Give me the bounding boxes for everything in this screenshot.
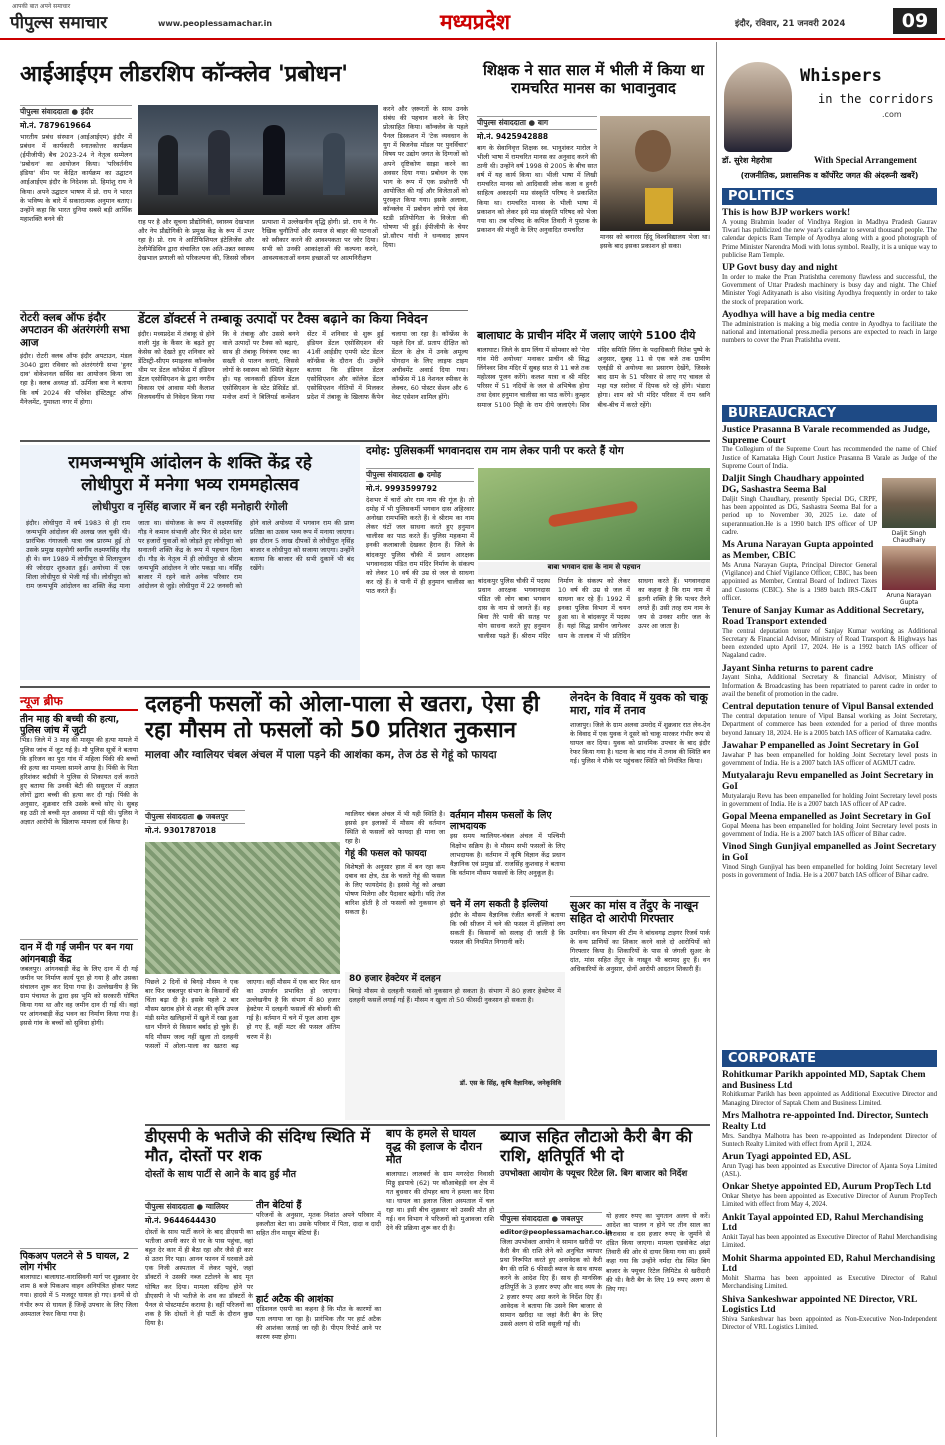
frost-side-body: इस समय ग्वालियर-चंबल अंचल में पश्चिमी विक्षोभ सक्रिय है। वे मौसम सभी फसलों के लिए लाभदायक है। वर्तमान में कृषि विज्ञान केंद्र प्रधान वैज्ञानिक एवं प्रमुख डॉ. राजसिंह कुशवाह ने बताया कि वर्तमान मौसम फसलों के लिए अनुकूल है। <box>450 832 565 877</box>
father-body: बालाघाट। लालबर्रा के ग्राम मगरदेरा निवासी मिठ्ठू इडपाचे (62) पर कौआबेहड़ी वन क्षेत्र में गत बुधवार की दोपहर बाघ ने हमला कर दिया था। घायल का इलाज जिला अस्पताल में चल रहा था। इसी बीच शुक्रवार को उसकी मौत हो गई। वन विभाग ने परिजनों को मुआवजा राशि देने की प्रक्रिया शुरू कर दी है। <box>386 1169 494 1233</box>
meat-article <box>570 900 710 1120</box>
frost-body-3: विशेषज्ञों के अनुसार हाल में बन रहा कम दबाव का क्षेत्र, ठंड के चलते गेहूं की फसल के लिए फायदेमंद है। इससे गेहूं को अच्छा पोषण मिलेगा और पैदावार बढ़ेगी। यदि तेज बारिश होती है तो फसलों को नुकसान हो सकता है। <box>345 862 445 917</box>
iim-body-left: भारतीय प्रबंध संस्थान (आईआईएम) इंदौर में प्रबंधन में कार्यकारी स्नातकोत्तर कार्यक्रम (ईपीजीपी) बैच 2023-24 ने नेतृत्व सम्मेलन 'प्रबोधन' का आयोजन किया। 'परिवर्तनीय इंडिया' थीम पर केंद्रित कार्यक्रम का उद्घाटन आईआईएम इंदौर के निदेशक प्रो. हिमांशु राय ने किया। अपने उद्घाटन भाषण में प्रो. राय ने भारत के भविष्य के बारे में सकारात्मक अनुमान बताए। उन्होंने कहा कि भारत दुनिया सबसे बड़ी आर्थिक महाशक्ति बनने की <box>20 133 132 223</box>
bank-body-2: यो हजार रुपए का भुगतान अलग से करें। आदेश का पालन न होने पर तीन साल का कारावास व दस हजार रुपए के जुर्माने से दंडित किया जाएगा। मामला एडवोकेट अंद्रा तिवारी की ओर से दायर किया गया था। इसमें कहा गया कि उन्होंने नर्मदा रोड स्थित बिग बाजार के फ्यूचर रिटेल लिमिटेड से खरीदारी की थी। कैरी बैग के लिए 19 रुपए अलग से लिए गए। <box>606 1212 710 1293</box>
page-number: 09 <box>893 8 937 34</box>
bureaucracy-section <box>722 405 937 1045</box>
whispers-tagline: (राजनीतिक, प्रशासनिक व कॉर्पोरेट जगत की अंदरूनी खबरें) <box>740 171 919 180</box>
lending-headline: लेनदेन के विवाद में युवक को चाकू मारा, गांव में तनाव <box>570 691 708 717</box>
dsp-side-headline-2: हार्ट अटैक की आशंका <box>256 1294 334 1306</box>
iim-mobile: मो.नं. 7879619664 <box>20 121 92 130</box>
bureaucracy-item-9-body: Gopal Meena has been empanelled for holding Joint Secretary level posts in government of India. He is a 2007 batch IAS officer of Bihar cadre. <box>722 822 937 839</box>
lodhipura-body: इंदौर। लोधीपुरा में वर्ष 1983 से ही राम जन्मभूमि आंदोलन की अलख जल चुकी थी। प्रारंभिक गंगाजली यात्रा जब प्रारम्भ हुई तो उसके प्रमुख सहयोगी स्वर्गीय लक्ष्मणसिंह गौड़ ही थे। सन 1989 में लोधीपुरा से शिलापूजन की जोरदार शुरुआत हुई। अयोध्या में एक शिला लोधीपुरा से भेजी गई थी। लोधीपुरा को राम जन्मभूमि आंदोलन का शक्ति केंद्र माना जाता था। संयोजक के रूप में लक्ष्मणसिंह गौड़ ने कमान संभाली और फिर से प्रदेश स्तर पर हजारों युवाओं को जोड़ते हुए लोधीपुरा को सनातनी शक्ति केंद्र के रूप में पहचान दिला दी। गौड़ के नेतृत्व में ही लोधीपुरा से श्रीराम जन्मभूमि आंदोलन ने जोर पकड़ा था। नर्सिंह बाजार में रहने वाले अनेक परिवार राम आंदोलन से जुड़े। लोधीपुरा में 22 जनवरी को होने वाले अयोध्या में भगवान राम की प्राण प्रतिष्ठा का उत्सव भव्य रूप में मनाया जाएगा। इस दौरान 5 लाख दीपकों से लोधीपुरा नृसिंह बाजार व लोधीपुरा को सजाया जाएगा। उन्होंने बताया कि बाजार की सभी दुकानें भी बंद रखेंगे। <box>26 518 354 591</box>
politics-item-2-body: In order to make the Pran Pratishtha ceremony flawless and successful, the Government of Uttar Pradesh machinery is busy day and night. The Chief Minister Yogi Adityanath is also visiting Ayodhya frequently in order to take the stock of preparation work. <box>722 273 937 306</box>
damoh-body-bottom: बांदकपुर पुलिस चौकी में पदस्थ प्रधान आरक्षक भगवानदास पंडित जी लोग बाबा भगवान दास के नाम से जानते हैं। वह बिना तैरे पानी की सतह पर योग साधना करते हुए हनुमान चालीसा पढ़ते हैं। श्रीराम मंदिर निर्माण के संकल्प को लेकर 10 वर्ष की उम्र से जल में साधना कर रहे हैं। 1992 में इनका पुलिस विभाग में चयन हुआ था। वे बांदकपुर में पदस्थ हैं। यहां सिद्ध प्राचीन जागेश्वर धाम के तालाब में भी प्रतिदिन साधना करते हैं। भगवानदास का कहना है कि राम नाम में इतनी शक्ति है कि पत्थर तैरने लगते हैं। उसी तरह राम नाम के जप से उनका शरीर जल के ऊपर आ जाता है। <box>478 577 710 640</box>
bureaucracy-item-3-headline: Ms Aruna Narayan Gupta appointed as Member, CBIC <box>722 539 874 561</box>
dental-body: इंदौर। मध्यप्रदेश में तंबाकू से होने वाली मुंह के कैंसर के बढ़ते हुए केसेस को देखते हुए शनिवार को डेंटिस्ट्री-सीएम स्माइलस कॉन्क्लेव थीम पर डेंटल कॉन्फ्रेंस में इंडियन डेंटल एसोसिएशन के द्वारा नगरीय विकास एवं आवास मंत्री कैलाश विजयवर्गीय से निवेदन किया गया कि वे तंबाकू और उससे बनने वाले उत्पादों पर टैक्स को बढ़ाएं, साथ ही तंबाकू नियंत्रण एक्ट का सख्ती से पालन कराएं, जिससे लोगों के स्वास्थ्य को स्थिति बेहतर हो। यह जानकारी इंडियन डेंटल एसोसिएशन के स्टेट प्रेसिडेंट डॉ. मनोज शर्मा ने बिलियर्ड कन्वेंशन सेंटर में शनिवार से शुरू हुई इंडियन डेंटल एसोसिएशन की 41वीं आईडीए एमपी स्टेट डेंटल कॉन्फ्रेंस के दौरान दी। उन्होंने बताया कि इंडियन डेंटल एसोसिएशन और कॉलेज डेंटल एसोसिएशन नीतियों में मिलकर प्रदेश में तंबाकू के खिलाफ कैंपेन चलाया जा रहा है। कॉन्फ्रेंस के पहले दिन डॉ. प्रताप दीक्षित को डेंटल के क्षेत्र में उनके अमूल्य योगदान के लिए लाइफ टाइम अचीवमेंट अवार्ड दिया गया। कॉन्फ्रेंस में 18 नेशनल स्पीकर के लेक्चर, 60 पोस्टर सेशन और 6 वेस्ट एसेशन शामिल होंगे। <box>138 329 468 402</box>
bureaucracy-item-6-headline: Central deputation tenure of Vipul Bansal extended <box>722 701 934 713</box>
damoh-left <box>366 468 474 595</box>
lodhipura-subhead: लोधीपुरा व नृसिंह बाजार में बन रही मनोहारी रंगोली <box>92 501 288 514</box>
ram-photo-book <box>645 188 673 224</box>
father-article <box>386 1128 494 1436</box>
iim-photo-person-3 <box>263 125 285 195</box>
iim-headline: आईआईएम लीडरशिप कॉन्क्लेव 'प्रबोधन' <box>20 62 349 87</box>
corporate-item-6-body: Mohit Sharma has been appointed as Executive Director of Rahul Merchandising Limited. <box>722 1275 937 1291</box>
bank-headline-box <box>500 1128 710 1208</box>
dsp-side-body: परिजनों के अनुसार, मृतक निशांत अपने परिवार में इकलौता बेटा था। उसके परिवार में पिता, दादा व दादी सहित तीन मासूम बेटियां हैं। <box>256 1211 381 1238</box>
frost-side-body-2: इंदौर के मौसम वैज्ञानिक रंजीत बनर्जी ने बताया कि रबी सीजन में चने की फसल में इल्लियां लग सकती हैं। किसानों को सलाह दी जाती है कि फसल की नियमित निगरानी करें। <box>450 910 565 946</box>
bureaucracy-item-10-headline: Vinod Singh Gunjiyal empanelled as Joint Secretary in GoI <box>722 841 937 864</box>
corporate-item-7-body: Shiva Sankeshwar has been appointed as Non-Executive Non-Independent Director of VRL Logistics Limited. <box>722 1316 937 1332</box>
daljit-photo <box>882 478 936 528</box>
divider <box>20 686 710 688</box>
bureaucracy-item-1-headline: Justice Prasanna B Varale recommended as Judge, Supreme Court <box>722 424 930 446</box>
meat-headline: सुअर का मांस व तेंदुए के नाखून सहित दो आरोपी गिरफ्तार <box>570 899 699 925</box>
bank-left <box>500 1212 612 1436</box>
corporate-item-6-headline: Mohit Sharma appointed ED, Rahul Merchandising Ltd <box>722 1252 936 1275</box>
section-title: मध्यप्रदेश <box>439 10 510 34</box>
ram-caption: मानस को बनारस हिंदू विश्वविद्यालय भेजा था। इसके बाद इसका प्रकाशन हो सका। <box>600 233 710 251</box>
dsp-subhead: दोस्तों के साथ पार्टी से आने के बाद हुई मौत <box>145 1168 297 1180</box>
damoh-caption: बाबा भगवान दास के नाम से पहचान <box>478 562 710 575</box>
ram-mobile: मो.नं. 9425942888 <box>477 132 549 141</box>
balaghat-body: बालाघाट। जिले के ग्राम लिंगा में सोमवार को 'मेरा गांव मेरी अयोध्या' मनाकर प्राचीन श्री सिद्ध लिंगेश्वर शिव मंदिर में सुबह सात से 11 बजे तक महोत्सव पूजन करेंगे। कलश यात्रा व श्री मंदिर परिसर में 51 नदियों के जल से अभिषेक होगा तथा देवार हनुमान चालीसा का पाठ करेंगे। कुम्हार समाज 5100 मिट्टी के राम दीये जलाएंगे। शिव मंदिर समिति लिंगा के पदाधिकारी नितेश पुष्पे के अनुसार, सुबह 11 से एक बजे तक ग्रामीण एलईडी से अयोध्या का प्रसारण देखेंगे, जिसके बाद ग्राम के 51 परिवार से लाए गए चावल से महा यज्ञ सरोवर में दिपक धरे रहे होंगे। भंडारा होगा। शाम को भी मंदिर परिसर में राम ध्वनि बीच-बीच में करते रहेंगे। <box>477 345 710 409</box>
frost-mobile: मो.नं. 9301787018 <box>145 826 217 835</box>
bureaucracy-item-1-body: The Collegium of the Supreme Court has recommended the name of Chief Justice of Karnataka High Court Justice Prasanna B Varale as Judge of the Supreme Court of India. <box>722 446 937 471</box>
masthead <box>0 0 945 40</box>
politics-item-3-headline: Ayodhya will have a big media centre <box>722 309 875 320</box>
aruna-caption: Aruna Narayan Gupta <box>886 592 932 607</box>
frost-subhead-2: गेहूं की फसल को फायदा <box>345 849 427 860</box>
aruna-photo <box>882 546 936 590</box>
iim-body-mid: राह पर है और सूचना प्रौद्योगिकी, स्वास्थ्य देखभाल और नेप प्रौद्योगिकी के प्रमुख केंद्र के रूप में उभर रहा है। प्रो. राय ने आर्टिफिशियल इंटेलिजेंस और टेलीमेडिसिन द्वारा संचालित एक अति-उन्नत स्वास्थ्य देखभाल प्रणाली को परिकल्पना की, जिससे जीवन प्रत्याशा में उल्लेखनीय वृद्धि होगी। प्रो. राय ने गैर-रैखिक चुनौतियों और समाज से बाहर की घटनाओं को स्वीकार करने की आवश्यकता पर जोर दिया। सभी को उनकी आकांक्षाओं की कल्पना करने, आवश्यकताओं वनाम इच्छाओं पर आत्मनिरीक्षण <box>138 218 378 263</box>
frost-photo-caption: 80 हजार हेक्टेयर में दलहन <box>349 974 441 984</box>
bank-headline: ब्याज सहित लौटाओ कैरी बैग की राशि, क्षतिपूर्ति भी दो <box>500 1127 693 1165</box>
politics-item-1-headline: This is how BJP workers work! <box>722 207 851 218</box>
bureaucracy-item-2-body: Daljit Singh Chaudhary, presently Special DG, CRPF, has been appointed as DG, Sashastra Seema Bal for a period up to November 30, 2025 i.e. date of superannuation.He is a 1990 batch IPS officer of UP cadre. <box>722 495 877 536</box>
corporate-item-2-headline: Mrs Malhotra re-appointed Ind. Director, Suntech Realty Ltd <box>722 1110 929 1132</box>
dsp-headline-box <box>145 1128 381 1196</box>
frost-body-1: पिछले 2 दिनों से बिगड़े मौसम ने एक बार फिर जबलपुर संभाग के किसानों की चिंता बढ़ा दी है। इसके पहले 2 बार मौसम खराब होने से शहर की कृषि उपज मंडी समेत खलिहानों में खुले में रखा हुआ धान भीगने से किसान बर्बाद हो चुके हैं। यदि मौसम जल्द नहीं खुला तो दलहनी फसलों में ओला-पाला का खतरा बढ़ जाएगा। वहीं मौसम में एक बार फिर धान का उपार्जन प्रभावित हो जाएगा। उल्लेखनीय है कि संभाग में 80 हजार हेक्टेयर में दलहनी फसलों की बोवनी की गई है। वर्तमान में चने में फूल आना शुरू हो गए हैं, वहीं मटर की फसल अंतिम चरण में है। <box>145 978 340 1050</box>
bureaucracy-item-8-headline: Mutyalaraju Revu empanelled as Joint Secretary in GoI <box>722 770 934 792</box>
corporate-section <box>722 1050 937 1438</box>
divider <box>145 1124 710 1126</box>
masthead-logo-top: आपकी बात अपने समाचार <box>12 3 71 10</box>
lodhipura-headline-2: लोधीपुरा में मनेगा भव्य राममहोत्सव <box>81 475 299 496</box>
damoh-mobile: मो.नं. 9993599792 <box>366 484 438 493</box>
balaghat-headline: बालाघाट के प्राचीन मंदिर में जलाए जाएंगे 5100 दीये <box>477 329 696 342</box>
bureaucracy-item-5-body: Jayant Sinha, Additional Secretary & financial Advisor, Ministry of Information & Broadcasting has been repatriated to parent cadre in order to avail the benefit of promotion in the cadre. <box>722 674 937 698</box>
brief-2-headline: दान में दी गई जमीन पर बन गया आंगनबाड़ी केंद्र <box>20 939 138 964</box>
bureaucracy-label: BUREAUCRACY <box>722 405 937 422</box>
ram-left <box>477 116 597 328</box>
corporate-label: CORPORATE <box>722 1050 937 1067</box>
bank-body: जिला उपभोक्ता आयोग ने सामान खरीदी पर कैरी बैग की राशि लेने को अनुचित व्यापार प्रथा निरूपित करते हुए अनावेदक को कैरी बैग की राशि 6 फीसदी ब्याज के साथ वापस करने के आदेश दिए हैं। साथ ही मानसिक क्षतिपूर्ति के 3 हजार रुपए और वाद व्यय के 2 हजार रुपए अदा करने के निर्देश दिए हैं। आवेदक ने बताया कि उसने बिग बाजार से सामान खरीदा था जहां कैरी बैग के लिए उससे अलग से राशि वसूली गई थी। <box>500 1238 602 1328</box>
corporate-item-1-headline: Rohitkumar Parikh appointed MD, Saptak Chem and Business Ltd <box>722 1069 926 1091</box>
dsp-side <box>256 1200 381 1436</box>
frost-byline: पीपुल्स संवाददाता ● जबलपुर <box>145 810 245 824</box>
lending-body: शाजापुर। जिले के ग्राम अलवा उमरोद में शुक्रवार रात लेन-देन के विवाद में एक युवक ने दूसरे को चाकू मारकर गंभीर रूप से घायल कर दिया। युवक को प्राथमिक उपचार के बाद इंदौर रेफर किया गया है। घटना के बाद गांव में तनाव की स्थिति बन गई। पुलिस ने मौके पर पहुंचकर स्थिति को नियंत्रित किया। <box>570 720 710 766</box>
dsp-left <box>145 1200 253 1436</box>
iim-byline: पीपुल्स संवाददाता ● इंदौर <box>20 105 132 119</box>
frost-quote: डॉ. एस के सिंह, कृषि वैज्ञानिक, जनेकृविवि <box>459 1078 561 1087</box>
whispers-com: .com <box>882 110 902 119</box>
corporate-item-5-headline: Ankit Tayal appointed ED, Rahul Merchandising Ltd <box>722 1211 924 1234</box>
meat-body: उमरिया। वन विभाग की टीम ने बांधवगढ़ टाइगर रिजर्व पार्क के वन्य प्राणियों का शिकार करने वाले दो आरोपियों को गिरफ्तार किया है। शिकारियों के पास से जंगली सुअर के दांत, मांस सहित तेंदुए के नाखून भी बरामद हुए हैं। वन अधिकारियों के अनुसार, दोनों आरोपी आदतन शिकारी हैं। <box>570 928 710 974</box>
daljit-caption: Daljit Singh Chaudhary <box>891 530 927 545</box>
iim-photo-person-4 <box>323 133 345 195</box>
corporate-item-2-body: Mrs. Sandhya Malhotra has been re-appointed as Independent Director of Suntech Realty Limited with effect from April 1, 2024. <box>722 1132 937 1148</box>
politics-item-3-body: The administration is making a big media centre in Ayodhya to facilitate the national and international press.media persons are expected to reach in large numbers to cover the Pran Pratishtha event. <box>722 320 937 345</box>
ram-headline: शिक्षक ने सात साल में भीली में किया था रामचरित मानस का भावानुवाद <box>482 61 705 97</box>
politics-label: POLITICS <box>722 188 937 205</box>
brief-2-body: जबलपुर। आंगनबाड़ी केंद्र के लिए दान में दी गई जमीन पर निर्माण कार्य पूरा हो गया है और उसका संचालन शुरू कर दिया गया है। उल्लेखनीय है कि ग्राम पंचायत के द्वारा इस भूमि को सरकारी घोषित किया गया था और वह जमीन दान दी गई थी। वहां पर आंगनबाड़ी केंद्र भवन का निर्माण किया गया है। इससे गांव के बच्चों को सुविधा होगी। <box>20 964 138 1028</box>
balaghat-article <box>477 330 710 438</box>
frost-body-1-top <box>244 810 340 840</box>
frost-side-headline: वर्तमान मौसम फसलों के लिए लाभदायक <box>450 810 552 833</box>
author-photo <box>724 62 792 152</box>
dsp-body: दोस्तों के साथ पार्टी करने के बाद डीएसपी का भतीजा अपनी कार से घर के पास पहुंचा, वहां बहुत देर कार में ही बैठा रहा और जैसे ही कार से उतरा गिर पड़ा। आनन फानन में घरवाले उसे एक निजी अस्पताल में लेकर पहुंचे, जहां डॉक्टरों ने उसकी नब्ज टटोलने के बाद मृत घोषित कर दिया। मामला संदिग्ध होने पर डीएसपी ने भी भतीजे के शव का डॉक्टरों के पैनल से पोस्टमार्टम कराया है। वहीं परिजनों का शक है कि दोस्तों ने ही पार्टी के दौरान कुछ दिया है। <box>145 1228 253 1327</box>
frost-photo <box>145 842 340 974</box>
dsp-mobile: मो.नं. 9644644430 <box>145 1216 217 1225</box>
corporate-item-1-body: Rohitkumar Parikh has been appointed as Additional Executive Director and Managing Director of Saptak Chem and Business Limited. <box>722 1091 937 1107</box>
bureaucracy-item-7-headline: Jawahar P empanelled as Joint Secretary in GoI <box>722 739 920 751</box>
father-headline: बाप के हमले से घायल वृद्ध की इलाज के दौरान मौत <box>386 1127 482 1166</box>
frost-body-2-text: ग्वालियर चंबल अंचल में भी यही स्थिति है। इससे इन इलाकों में मौसम की वर्तमान स्थिति से फसलों को फायदा ही माना जा रहा है। <box>345 810 445 846</box>
bank-subhead: उपभोक्ता आयोग के फ्यूचर रिटेल लि. बिग बाजार को निर्देश <box>500 1168 688 1179</box>
brief-3-headline: पिकअप पलटने से 5 घायल, 2 लोग गंभीर <box>20 1248 138 1273</box>
politics-section <box>722 188 937 354</box>
lodhipura-headline-1: रामजन्मभूमि आंदोलन के शक्ति केंद्र रहे <box>68 453 312 473</box>
bureaucracy-item-7-body: Jawahar P has been empanelled for holding Joint Secretary level posts in government of India. He is a 2007 batch IAS officer of AGMUT cadre. <box>722 751 937 767</box>
masthead-url: www.peoplessamachar.in <box>158 19 273 28</box>
corporate-item-4-headline: Onkar Shetye appointed ED, Aurum PropTech Ltd <box>722 1181 932 1193</box>
iim-photo-person-1 <box>158 135 178 195</box>
frost-callout <box>345 972 565 1120</box>
ram-body: बाग के सेवानिवृत्त शिक्षक स्व. भानुशंकर मारोल ने भीली भाषा में रामचरित मानस का अनुवाद करने की ठानी थी। उन्होंने वर्ष 1998 से 2005 के बीच सात वर्ष में यह कार्य किया था। भीली भाषा में लिखी रामचरित मानस को आदिवासी लोक कला व हुनरी साहित्य अकादमी मप्र संस्कृति परिषद ने प्रकाशित किया था। रामचरित मानस के भीली भाषा में प्रकाशन को लेकर इसे मप्र संस्कृति परिषद को भेजा गया था। तब परिषद के कपिल तिवारी ने पुस्तक के प्रकाशन की मंजूरी के लिए अनुवादित रामचरित <box>477 144 597 234</box>
damoh-byline: पीपुल्स संवाददाता ● दमोह <box>366 468 474 482</box>
lending-article <box>570 692 710 892</box>
rotary-article <box>20 312 132 436</box>
corporate-item-3-body: Arun Tyagi has been appointed as Executive Director of Ajanta Soya Limited (ASL). <box>722 1162 937 1179</box>
whispers-header <box>722 60 937 190</box>
frost-body-2 <box>345 810 445 970</box>
divider <box>20 440 710 442</box>
frost-headline: दलहनी फसलों को ओला-पाला से खतरा, ऐसा ही रहा मौसम तो फसलों को 50 प्रतिशत नुकसान <box>145 692 540 743</box>
bureaucracy-item-9-headline: Gopal Meena empanelled as Joint Secretary in GoI <box>722 811 932 823</box>
ram-headline-box <box>477 62 710 112</box>
bureaucracy-item-4-headline: Tenure of Sanjay Kumar as Additional Secretary, Road Transport extended <box>722 605 924 627</box>
ram-photo-face <box>635 130 671 172</box>
politics-item-1-body: A young Brahmin leader of Vindhya Region in Madhya Pradesh Gaurav Tiwari has publicized the new year's calendar to several thousand people. The calendar depicts Ram Temple of Ayodhya along with a good photograph of Prime Minister Narendra Modi with lotus symbol. Really, it is a unique way to publicise Ram Temple. <box>722 218 937 259</box>
news-brief-label: न्यूज ब्रीफ <box>20 692 138 711</box>
iim-photo-person-2 <box>208 130 230 195</box>
bank-email: editor@peoplessamachar.co.in <box>500 1228 612 1236</box>
dsp-side-headline: तीन बेटियां हैं <box>256 1200 302 1211</box>
dental-article <box>138 312 468 436</box>
frost-headline-box <box>145 692 565 804</box>
arrangement: With Special Arrangement <box>814 155 917 165</box>
ram-photo <box>600 116 710 231</box>
frost-subhead: मालवा और ग्वालियर चंबल अंचल में पाला पड़ने की आशंका कम, तेज ठंड से गेहूं को फायदा <box>145 748 497 761</box>
corporate-item-7-headline: Shiva Sankeshwar appointed NE Director, VRL Logistics Ltd <box>722 1293 917 1316</box>
author-name: डॉ. सुरेश मेहरोत्रा <box>722 156 772 165</box>
bureaucracy-item-6-body: The central deputation tenure of Vipul Bansal working as Joint Secretary, Department of commerce has been extended for a period of three months beyond January 18, 2024. He is a 2005 batch IAS officer of Karnataka cadre. <box>722 712 937 737</box>
divider <box>716 42 717 1437</box>
dental-headline: डेंटल डॉक्टर्स ने तम्बाकू उत्पादों पर टैक्स बढ़ाने का किया निवेदन <box>138 311 428 326</box>
news-brief-column <box>20 692 138 1437</box>
lodhipura-article <box>20 445 360 680</box>
damoh-headline: दमोह: पुलिसकर्मी भगवानदास राम नाम लेकर पानी पर करते हैं योग <box>366 445 624 457</box>
bank-byline: पीपुल्स संवाददाता ● जबलपुर <box>500 1212 602 1226</box>
masthead-logo: पीपुल्स समाचार <box>10 13 108 33</box>
issue-date: इंदौर, रविवार, 21 जनवरी 2024 <box>735 19 846 29</box>
frost-side-column <box>450 810 565 970</box>
rotary-body: इंदौर। रोटरी क्लब ऑफ इंदौर अपटाउन, मंडल 3040 द्वारा रविवार को अंतरंगरंगी सभा 'हुनर दाव' वोकेशनल सर्विस का आयोजन किया जा रहा है। क्लब अध्यक्ष डॉ. ऊर्मिला बत्रा ने बताया कि वर्ष 2024 की परिवेश इंस्टिट्यूट ऑफ मैनेजमेंट, गुमास्ता नगर में होगा। <box>20 352 132 406</box>
iim-body-right: करने और ज़रूरतों के साथ उनके संबंध की पहचान करने के लिए प्रोत्साहित किया। कॉन्क्लेव के पहले पैनल डिस्कशन में 'टेक व्यवधान के युग में बिजनेस मॉडल पर पुनर्विचार' विषय पर उद्योग जगत के दिग्गजों को अपने दृष्टिकोण साझा करने का अवसर दिया गया। प्रबोधन के एक भाग के रूप में एक प्रश्नोत्तरी भी आयोजित की गई और विजेताओं को पुरस्कृत किया गया। इसके अलावा, कॉन्क्लेव में प्रबोधन लोगो एवं केस स्टडी प्रतियोगिता के विजेता की घोषणा भी हुई। ईपीजीपी के चेयर प्रो.सौरभ गांधी ने धन्यवाद ज्ञापन दिया। <box>383 105 468 250</box>
damoh-photo <box>478 468 710 560</box>
damoh-photo-person <box>548 500 639 527</box>
divider <box>570 896 710 897</box>
damoh-headline-box <box>366 445 710 465</box>
dsp-byline: पीपुल्स संवाददाता ● ग्वालियर <box>145 1200 253 1214</box>
rotary-headline: रोटरी क्लब ऑफ इंदौर अपटाउन की अंतरंगरंगी सभा आज <box>20 312 130 349</box>
corporate-item-5-body: Ankit Tayal has been appointed as Executive Director of Rahul Merchandising Limited. <box>722 1234 937 1250</box>
bureaucracy-item-8-body: Mutyalaraju Revu has been empanelled for holding Joint Secretary level posts in government of India. He is a 2007 batch IAS officer of AP cadre. <box>722 792 937 808</box>
brief-3-body: बालाघाट। बालाघाट-वारासिवनी मार्ग पर शुक्रवार देर शाम 8 बजे पिकअप वाहन अनियंत्रित होकर पलट गया। हादसे में 5 मजदूर घायल हो गए। इनमें से दो गंभीर रूप से घायल हैं जिन्हें उपचार के लिए जिला अस्पताल रेफर किया गया है। <box>20 1273 138 1318</box>
corporate-item-3-headline: Arun Tyagi appointed ED, ASL <box>722 1151 851 1163</box>
iim-photo <box>138 105 378 215</box>
brief-1-headline: तीन माह की बच्ची की हत्या, पुलिस जांच में जुटी <box>20 714 120 737</box>
bureaucracy-item-5-headline: Jayant Sinha returns to parent cadre <box>722 662 874 674</box>
politics-item-2-headline: UP Govt busy day and night <box>722 262 838 274</box>
bureaucracy-item-3-body: Ms Aruna Narayan Gupta, Principal Director General (Vigilance) and Chief Vigilance Officer, CBIC, has been appointed as Member, Central Board of Indirect Taxes and Customs (CBIC). She is a 1989 batch IRS-C&IT officer. <box>722 561 877 602</box>
bureaucracy-item-4-body: The central deputation tenure of Sanjay Kumar working as Additional Secretary & Financial Advisor, Ministry of Road Transport & Highways has been extended upto April 17, 2024. He is a 1992 batch IAS officer of Nagaland cadre. <box>722 627 937 660</box>
frost-side-headline-2: चने में लग सकती है इल्लियां <box>450 899 548 911</box>
bureaucracy-item-2-headline: Daljit Singh Chaudhary appointed DG, Sashastra Seema Bal <box>722 473 865 496</box>
dsp-side-body-2: एडिशनल एसपी का कहना है कि मौत के कारणों का पता लगाया जा रहा है। प्रारंभिक तौर पर हार्ट अटैक की आशंका जताई जा रही है। पीएम रिपोर्ट आने पर कारण स्पष्ट होगा। <box>256 1305 381 1341</box>
ram-byline: पीपुल्स संवाददाता ● बाग <box>477 116 597 130</box>
damoh-body-top: देशभर में चारों ओर राम नाम की गूंज है। तो दमोह में भी पुलिसकर्मी भगवान दास अहिरवार अनोखा रामभक्ति करते हैं। वे श्रीराम का नाम लेकर घंटों जल साधना करते हुए हनुमान चालीसा का पाठ करते हैं। पुलिस महकमा में इनकी कलाबाजी देखकर हैरान हैं। जिले के बांदकपुर पुलिस चौकी में प्रधान आरक्षक भगवानदास पंडित राम मंदिर निर्माण के संकल्प को लेकर 10 वर्ष की उम्र से जल से साधना कर रहे हैं। वे पानी में ही हनुमान चालीसा का पाठ करते हैं। <box>366 496 474 595</box>
frost-photo-body: बिगड़े मौसम से दलहनी फसलों को नुकसान हो सकता है। संभाग में 80 हजार हेक्टेयर में दलहनी फसलें लगाई गई हैं। मौसम न खुला तो 50 फीसदी नुकसान हो सकता है। <box>349 986 561 1004</box>
whispers-title: Whispers <box>800 66 882 86</box>
whispers-subtitle: in the corridors <box>818 92 934 106</box>
dsp-headline: डीएसपी के भतीजे की संदिग्ध स्थिति में मौत, दोस्तों पर शक <box>145 1127 371 1165</box>
brief-1-body: भिंड। जिले में 3 माह की मासूम की हत्या मामले में पुलिस जांच में जुट गई है। मौ पुलिस सूत्रों ने बताया कि हरिजन का पुरा गांव में महिला पिंकी की बच्चों की हत्या का मामला सामने आया है। पिंकी के पिता हरिशंकर बदौसी ने पुलिस से शिकायत दर्ज कराते हुए बताया कि उनकी बेटी की ससुराल में अज्ञात लोगों द्वारा बच्ची की हत्या कर दी गई। पिंकी के अनुसार, शुक्रवार रात्रि उसके बच्चे सोए थे। सुबह वह उठी तो बच्ची मृत अवस्था में पड़ी थी। पुलिस ने अज्ञात आरोपी के खिलाफ मामला दर्ज किया है। <box>20 736 138 827</box>
corporate-item-4-body: Onkar Shetye has been appointed as Executive Director of Aurum PropTech Limited with effect from May 4, 2024. <box>722 1193 937 1209</box>
bureaucracy-item-10-body: Vinod Singh Gunjiyal has been empanelled for holding Joint Secretary level posts in government of India. He is a 2007 batch IAS officer of Bihar cadre. <box>722 863 937 880</box>
